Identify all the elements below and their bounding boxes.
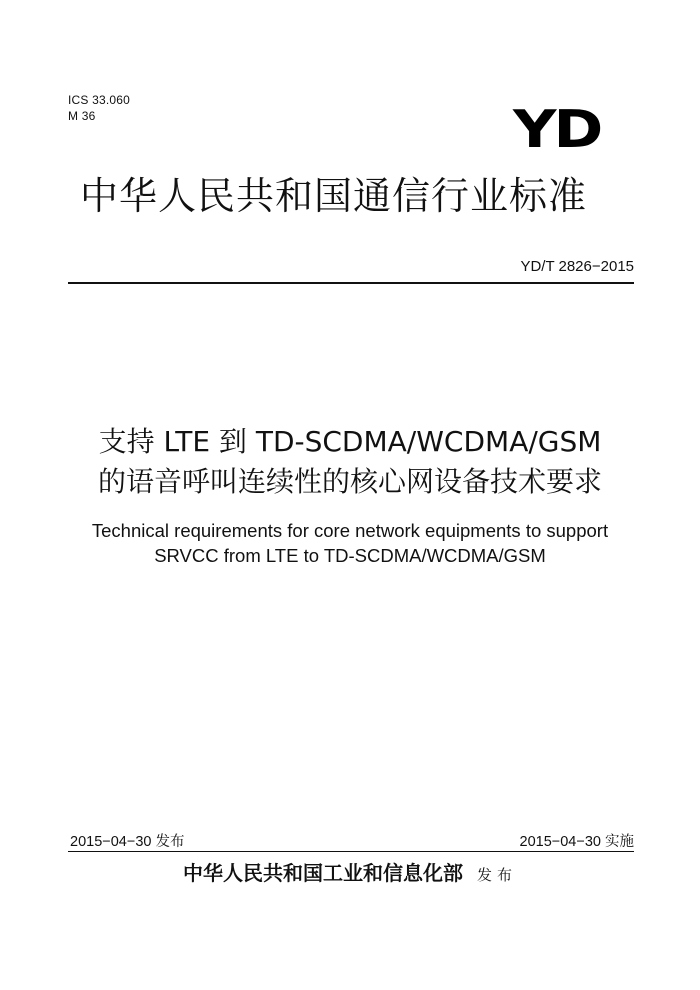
standard-number: YD/T 2826−2015	[520, 258, 634, 275]
bottom-divider	[68, 851, 634, 852]
top-divider	[68, 282, 634, 284]
issuing-authority	[0, 858, 700, 890]
standard-category-title: 中华人民共和国通信行业标准	[80, 174, 588, 218]
english-title-line-2: SRVCC from LTE to TD-SCDMA/WCDMA/GSM	[154, 545, 546, 566]
yd-logo: YD	[513, 99, 601, 160]
implementation-date: 2015−04−30 实施	[519, 834, 634, 850]
classification-block	[68, 92, 130, 124]
chinese-title-line-1: 支持 LTE 到 TD-SCDMA/WCDMA/GSM	[98, 425, 602, 458]
ccs-code: M 36	[68, 109, 96, 123]
ics-code: ICS 33.060	[68, 93, 131, 107]
issue-date: 2015−04−30 发布	[70, 834, 185, 850]
issuer-suffix: 发布	[476, 866, 517, 884]
chinese-title	[0, 422, 700, 502]
issuer-name: 中华人民共和国工业和信息化部	[182, 861, 463, 885]
chinese-title-line-2: 的语音呼叫连续性的核心网设备技术要求	[97, 465, 602, 498]
english-title-line-1: Technical requirements for core network equipments to support	[91, 520, 609, 541]
english-title	[0, 518, 700, 568]
